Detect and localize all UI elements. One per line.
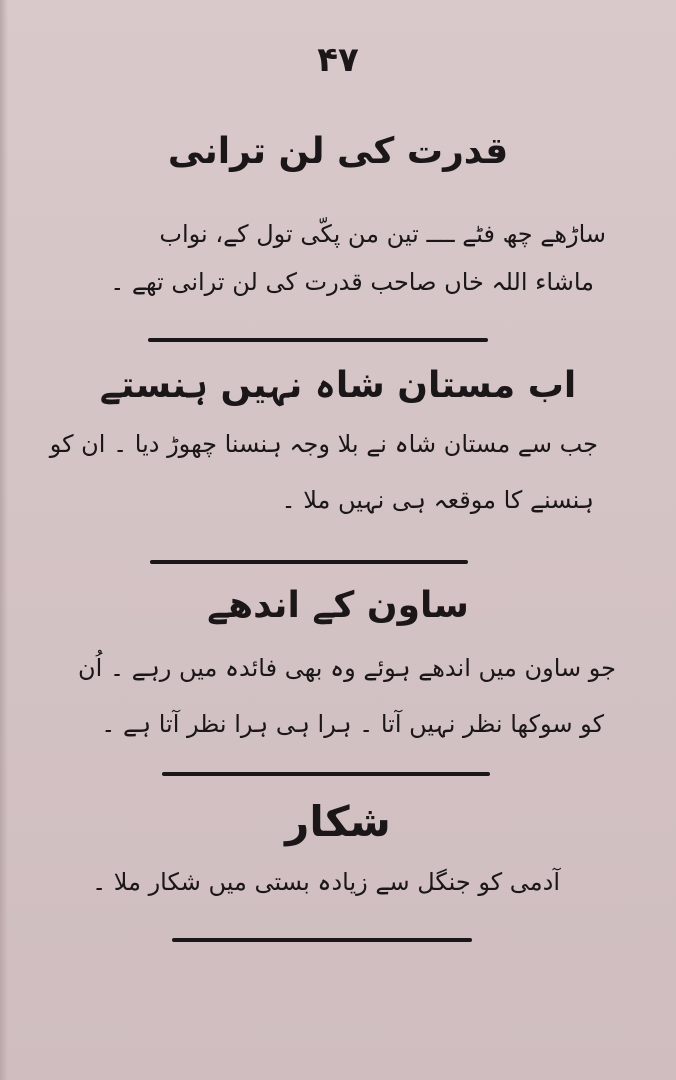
section-divider <box>162 772 490 776</box>
section-line: کو سوکھا نظر نہیں آتا ۔ ہرا ہی ہرا نظر آتا ہے ۔ <box>101 710 604 738</box>
section-line: ماشاء اللہ خاں صاحب قدرت کی لن ترانی تھے ۔ <box>110 268 594 296</box>
section-divider <box>150 560 468 564</box>
section-line: آدمی کو جنگل سے زیادہ بستی میں شکار ملا ۔ <box>92 868 560 896</box>
section-heading-sawan: ساون کے اندھے <box>207 585 469 626</box>
section-line: جب سے مستان شاہ نے بلا وجہ ہنسنا چھوڑ دیا ۔ ان کو <box>49 430 598 458</box>
page-number: ۴۷ <box>317 40 359 80</box>
section-heading-qudrat: قدرت کی لن ترانی <box>167 131 509 172</box>
section-divider <box>172 938 472 942</box>
section-line: ساڑھے چھ فٹے ــــ تین من پکّی تول کے، نواب <box>159 220 606 248</box>
section-line: ہنسنے کا موقعہ ہی نہیں ملا ۔ <box>281 486 594 514</box>
section-line: جو ساون میں اندھے ہوئے وہ بھی فائدہ میں رہے ۔ اُن <box>78 654 616 682</box>
section-divider <box>148 338 488 342</box>
section-heading-mastan-shah: اب مستان شاہ نہیں ہنستے <box>99 365 577 406</box>
section-heading-shikar: شکار <box>285 797 391 846</box>
